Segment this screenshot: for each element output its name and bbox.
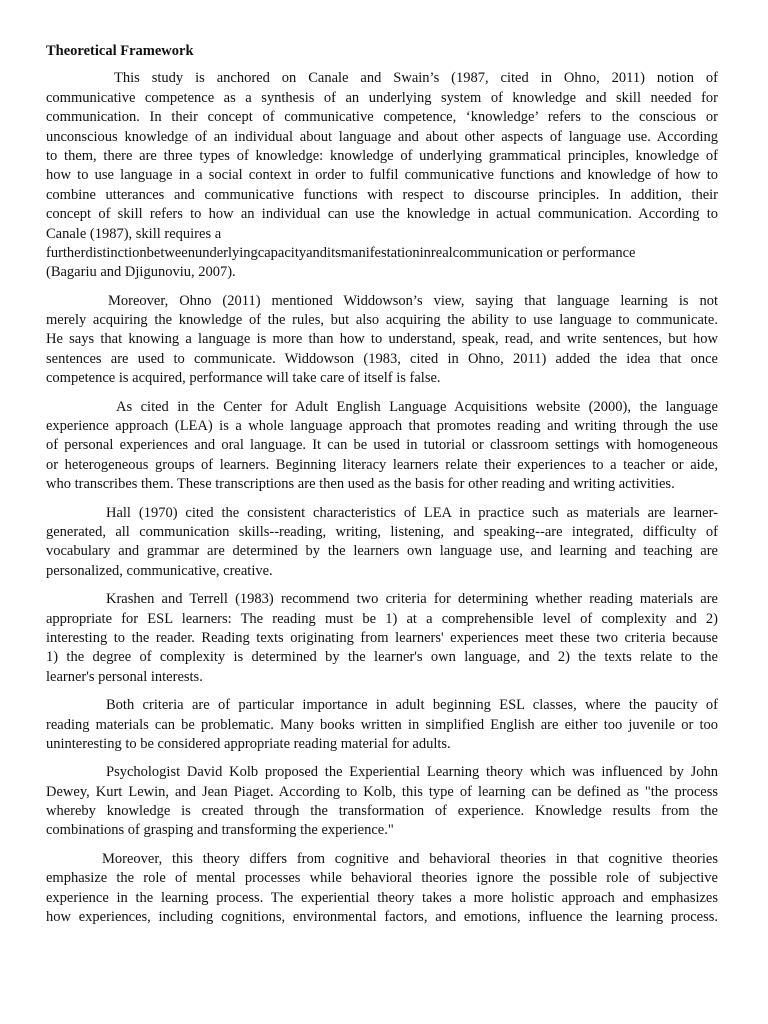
paragraph-line: experience in the learning process. The experiential theory takes a more holistic approach and emphasizes: [46, 889, 718, 906]
paragraph-line: As cited in the Center for Adult English Language Acquisitions website (2000), the language: [116, 398, 718, 415]
paragraph-canale-swain: [46, 69, 718, 282]
paragraph-line: experience approach (LEA) is a whole language approach that promotes reading and writing through the use: [46, 418, 718, 435]
paragraph-kolb: [46, 763, 718, 841]
paragraph-line: furtherdistinctionbetweenunderlyingcapacityanditsmanifestationinrealcommunication or performance: [46, 244, 636, 261]
paragraph-line: uninteresting to be considered appropriate reading material for adults.: [46, 735, 451, 752]
paragraph-line: Krashen and Terrell (1983) recommend two criteria for determining whether reading materials are: [106, 591, 718, 608]
paragraph-line: He says that knowing a language is more than how to understand, speak, read, and write sentences, but how: [46, 331, 718, 348]
paragraph-line: Hall (1970) cited the consistent characteristics of LEA in practice such as materials are learner-: [106, 504, 718, 521]
paragraph-line: generated, all communication skills--reading, writing, listening, and speaking--are integrated, difficulty of: [46, 524, 718, 540]
paragraph-esl-criteria: [46, 696, 718, 754]
paragraph-experiential-theory: [46, 850, 718, 928]
paragraph-line: 1) the degree of complexity is determined by the learner's own language, and 2) the texts relate to the: [46, 649, 718, 666]
paragraph-line: of personal experiences and oral language. It can be used in tutorial or classroom settings with homogeneous: [46, 437, 718, 454]
paragraph-line: competence is acquired, performance will take care of itself is false.: [46, 370, 441, 387]
document-page: [46, 42, 718, 936]
paragraph-line: Psychologist David Kolb proposed the Experiential Learning theory which was influenced by John: [106, 764, 718, 781]
paragraph-hall-lea: [46, 504, 718, 582]
paragraph-line: interesting to the reader. Reading texts originating from learners' experiences meet these two criteria because: [46, 629, 718, 646]
paragraph-line: Moreover, Ohno (2011) mentioned Widdowson’s view, saying that language learning is not: [108, 292, 718, 309]
paragraph-line: unconscious knowledge of an individual about language and about other aspects of language use. According: [46, 128, 718, 145]
paragraph-line: Canale (1987), skill requires a: [46, 225, 222, 242]
paragraph-line: sentences are used to communicate. Widdowson (1983, cited in Ohno, 2011) added the idea that once: [46, 350, 718, 367]
paragraph-line: learner's personal interests.: [46, 668, 203, 685]
paragraph-line: This study is anchored on Canale and Swain’s (1987, cited in Ohno, 2011) notion of: [114, 70, 718, 87]
paragraph-line: Both criteria are of particular importance in adult beginning ESL classes, where the paucity of: [106, 697, 718, 714]
paragraph-line: reading materials can be problematic. Many books written in simplified English are either too juvenile or too: [46, 716, 718, 733]
paragraph-lea-definition: [46, 398, 718, 495]
paragraph-line: appropriate for ESL learners: The reading must be 1) at a comprehensible level of complexity and 2): [46, 610, 718, 627]
paragraph-line: concept of skill refers to how an individual can use the knowledge in actual communication. According to: [46, 206, 718, 223]
paragraph-widdowson: [46, 292, 718, 389]
paragraph-line: communicative competence as a synthesis of an underlying system of knowledge and skill needed for: [46, 89, 718, 106]
paragraph-line: communication. In their concept of communicative competence, ‘knowledge’ refers to the conscious or: [46, 109, 718, 126]
paragraph-line: whereby knowledge is created through the transformation of experience. Knowledge results from the: [46, 803, 718, 820]
section-heading: Theoretical Framework: [46, 43, 194, 59]
paragraph-line: who transcribes them. These transcriptions are then used as the basis for other reading and writing activities.: [46, 476, 675, 493]
paragraph-line: Moreover, this theory differs from cognitive and behavioral theories in that cognitive theories: [102, 850, 718, 867]
paragraph-line: personalized, communicative, creative.: [46, 562, 273, 579]
paragraph-line: how experiences, including cognitions, environmental factors, and emotions, influence the learning process.: [46, 909, 718, 926]
paragraph-line: emphasize the role of mental processes while behavioral theories ignore the possible role of subjective: [46, 870, 718, 887]
paragraph-line: combine utterances and communicative functions with respect to discourse principles. In addition, their: [46, 186, 718, 203]
paragraph-line: how to use language in a social context in order to fulfil communicative functions and knowledge of how to: [46, 167, 718, 184]
paragraph-krashen-terrell: [46, 590, 718, 687]
paragraph-line: combinations of grasping and transforming the experience.": [46, 822, 394, 839]
paragraph-line: merely acquiring the knowledge of the rules, but also acquiring the ability to use language to communicate.: [46, 312, 718, 329]
paragraph-line: Dewey, Kurt Lewin, and Jean Piaget. According to Kolb, this type of learning can be defined as "the process: [46, 783, 718, 800]
paragraph-line: (Bagariu and Djigunoviu, 2007).: [46, 264, 236, 281]
paragraph-line: vocabulary and grammar are determined by the learners own language use, and learning and teaching are: [46, 543, 718, 560]
paragraph-line: or heterogeneous groups of learners. Beginning literacy learners relate their experiences to a teacher or aide,: [46, 456, 718, 473]
paragraph-line: to them, there are three types of knowledge: knowledge of underlying grammatical principles, knowledge of: [46, 147, 718, 164]
